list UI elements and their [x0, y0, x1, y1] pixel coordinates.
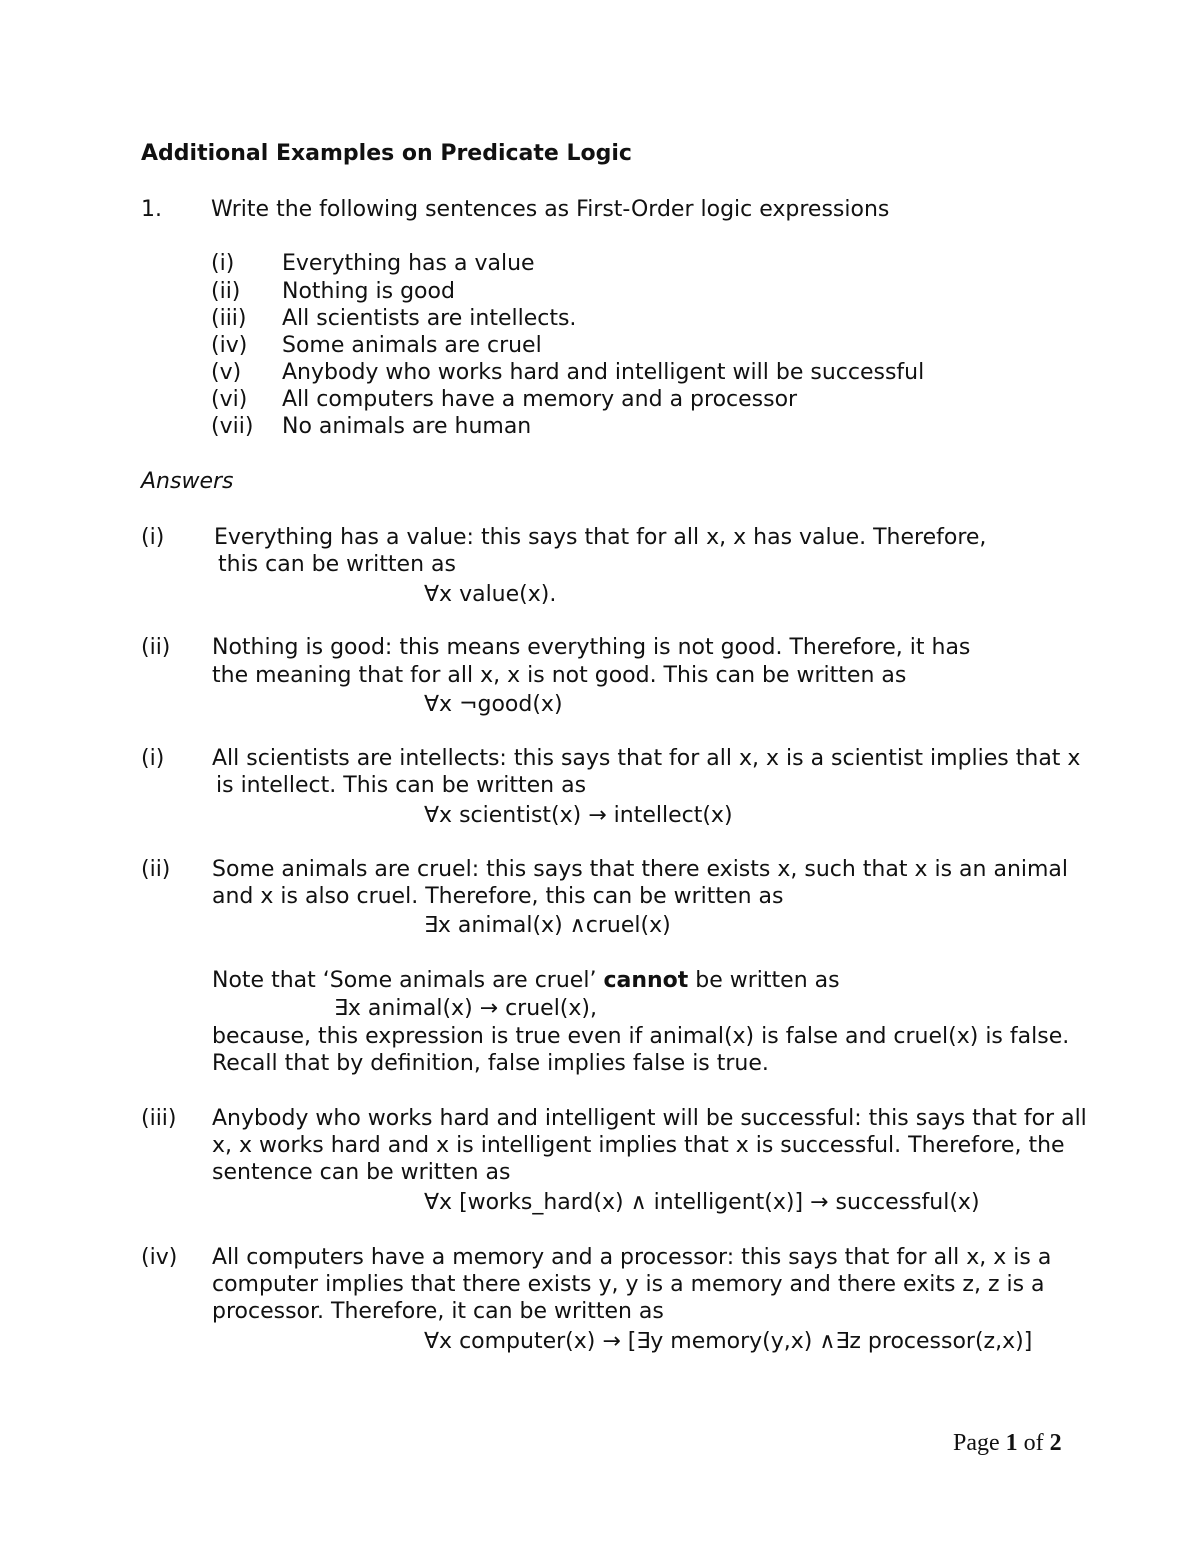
note-text-line: Recall that by definition, false implies false is true.: [212, 1051, 769, 1076]
answer-label: (ii): [141, 635, 171, 660]
answer-formula: ∀x scientist(x) → intellect(x): [424, 803, 733, 828]
note-emphasis: cannot: [603, 968, 689, 993]
list-item-text: Anybody who works hard and intelligent will be successful: [282, 360, 925, 385]
of-word: of: [1023, 1430, 1044, 1456]
answer-text-line: is intellect. This can be written as: [216, 773, 587, 798]
list-item-text: Nothing is good: [282, 279, 455, 304]
current-page-number: 1: [1005, 1430, 1018, 1456]
list-item-text: All computers have a memory and a processor: [282, 387, 798, 412]
note-sentence: [212, 968, 840, 994]
answer-text-line: Anybody who works hard and intelligent will be successful: this says that for all: [212, 1106, 1087, 1131]
page-number-footer: [953, 1430, 1062, 1457]
answer-label: (iv): [141, 1245, 178, 1270]
note-text-line: because, this expression is true even if animal(x) is false and cruel(x) is false.: [212, 1024, 1070, 1049]
list-item-text: Some animals are cruel: [282, 333, 542, 358]
answer-formula: ∃x animal(x) ∧cruel(x): [424, 913, 671, 938]
answers-heading: Answers: [141, 469, 234, 494]
answer-formula: ∀x ¬good(x): [424, 692, 563, 717]
answer-label: (i): [141, 746, 165, 771]
answer-formula: ∀x computer(x) → [∃y memory(y,x) ∧∃z processor(z,x)]: [424, 1329, 1033, 1354]
list-item-label: (v): [211, 360, 242, 385]
answer-text-line: All scientists are intellects: this says that for all x, x is a scientist implies that x: [212, 746, 1081, 771]
answer-text-line: Nothing is good: this means everything is not good. Therefore, it has: [212, 635, 971, 660]
answer-text-line: computer implies that there exists y, y is a memory and there exits z, z is a: [212, 1272, 1045, 1297]
answer-text-line: the meaning that for all x, x is not good. This can be written as: [212, 663, 907, 688]
page-word: Page: [953, 1430, 1000, 1456]
note-prefix: Note that ‘Some animals are cruel’: [212, 968, 604, 993]
answer-text-line: sentence can be written as: [212, 1160, 511, 1185]
answer-text-line: Everything has a value: this says that for all x, x has value. Therefore,: [214, 525, 987, 550]
list-item-text: No animals are human: [282, 414, 532, 439]
list-item-label: (vi): [211, 387, 248, 412]
answer-text-line: All computers have a memory and a processor: this says that for all x, x is a: [212, 1245, 1052, 1270]
total-pages-number: 2: [1049, 1430, 1062, 1456]
answer-formula: ∀x value(x).: [424, 582, 557, 607]
list-item-label: (i): [211, 251, 235, 276]
answer-text-line: Some animals are cruel: this says that there exists x, such that x is an animal: [212, 857, 1069, 882]
answer-text-line: this can be written as: [218, 552, 456, 577]
list-item-label: (ii): [211, 279, 241, 304]
document-title: Additional Examples on Predicate Logic: [141, 141, 632, 166]
answer-text-line: x, x works hard and x is intelligent implies that x is successful. Therefore, the: [212, 1133, 1065, 1158]
note-suffix: be written as: [688, 968, 840, 993]
answer-formula: ∀x [works_hard(x) ∧ intelligent(x)] → successful(x): [424, 1190, 980, 1215]
list-item-text: All scientists are intellects.: [282, 306, 577, 331]
list-item-label: (iii): [211, 306, 247, 331]
answer-text-line: processor. Therefore, it can be written as: [212, 1299, 664, 1324]
list-item-label: (vii): [211, 414, 254, 439]
answer-label: (iii): [141, 1106, 177, 1131]
answer-label: (ii): [141, 857, 171, 882]
answer-text-line: and x is also cruel. Therefore, this can be written as: [212, 884, 784, 909]
question-number: 1.: [141, 197, 162, 222]
list-item-label: (iv): [211, 333, 248, 358]
list-item-text: Everything has a value: [282, 251, 535, 276]
note-formula: ∃x animal(x) → cruel(x),: [334, 996, 597, 1021]
answer-label: (i): [141, 525, 165, 550]
question-text: Write the following sentences as First-Order logic expressions: [211, 197, 890, 222]
